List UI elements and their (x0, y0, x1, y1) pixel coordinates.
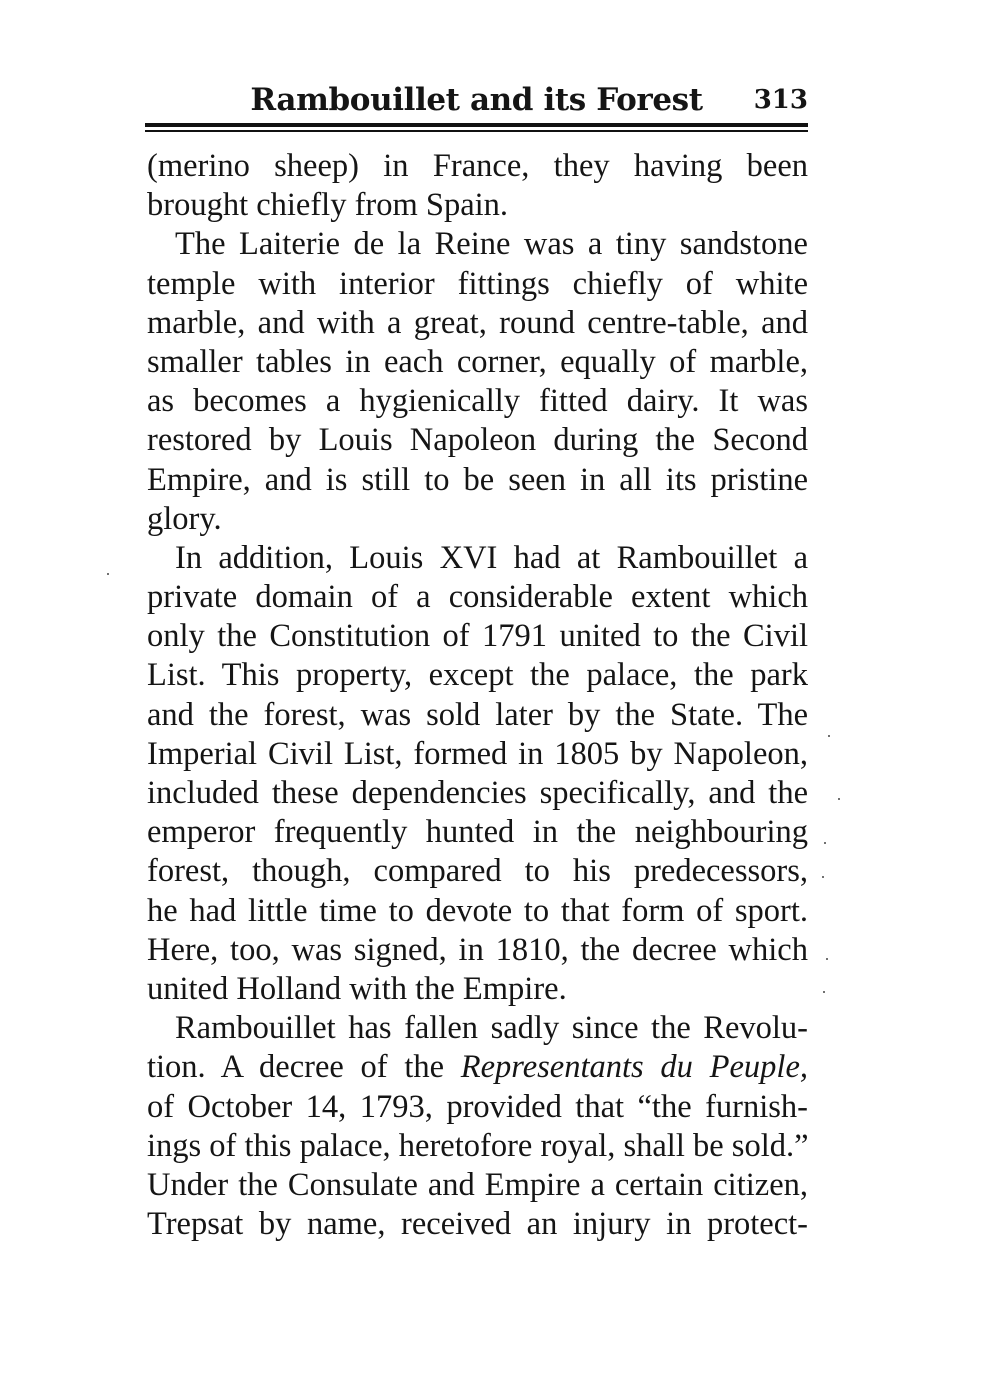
scan-speck (822, 876, 824, 878)
running-title: Rambouillet and its Forest (250, 82, 703, 118)
text-line: In addition, Louis XVI had at Rambouillet a (175, 539, 808, 576)
text-line: Trepsat by name, received an injury in protect- (147, 1206, 808, 1243)
scan-speck (824, 842, 826, 844)
text-line-mixed (147, 1048, 808, 1087)
text-line: Rambouillet has fallen sadly since the Revolu- (175, 1010, 808, 1047)
text-line: private domain of a considerable extent which (147, 579, 808, 616)
text-line: of October 14, 1793, provided that “the furnish- (147, 1088, 808, 1125)
text-line: as becomes a hygienically fitted dairy. It was (147, 383, 808, 420)
header-rule-thick (145, 123, 808, 127)
text-line: forest, though, compared to his predecessors, (147, 853, 808, 890)
text-line: smaller tables in each corner, equally of marble, (147, 343, 808, 380)
italic-title: Representants du Peuple, (460, 1049, 809, 1086)
text-line: The Laiterie de la Reine was a tiny sandstone (175, 226, 808, 263)
scan-speck (107, 573, 109, 575)
running-head (145, 78, 808, 124)
text-line: Here, too, was signed, in 1810, the decree which (147, 931, 808, 968)
text-line: united Holland with the Empire. (147, 970, 567, 1007)
scan-speck (828, 735, 830, 737)
text-line: List. This property, except the palace, the park (147, 657, 808, 694)
text-line: he had little time to devote to that form of sport. (147, 892, 808, 929)
text-line: brought chiefly from Spain. (147, 187, 509, 224)
text-line: temple with interior fittings chiefly of white (147, 265, 808, 302)
page-number: 313 (753, 85, 808, 115)
text-line: ings of this palace, heretofore royal, shall be sold.” (147, 1127, 809, 1164)
text-line: restored by Louis Napoleon during the Second (147, 422, 808, 459)
scan-speck (838, 798, 840, 800)
text-fragment: tion. A decree of the (147, 1049, 445, 1086)
text-line: emperor frequently hunted in the neighbouring (147, 814, 808, 851)
text-line: included these dependencies specifically, and the (147, 775, 808, 811)
text-line: (merino sheep) in France, they having been (147, 148, 808, 184)
body-text (147, 147, 808, 1244)
text-line: Imperial Civil List, formed in 1805 by Napoleon, (147, 735, 808, 772)
text-line: and the forest, was sold later by the State. The (147, 696, 808, 733)
text-line: only the Constitution of 1791 united to the Civil (147, 618, 808, 655)
text-line: Empire, and is still to be seen in all its pristine (147, 461, 808, 498)
scan-speck (823, 991, 825, 993)
text-line: glory. (147, 500, 222, 537)
text-line: marble, and with a great, round centre-table, and (147, 304, 808, 341)
scan-speck (826, 958, 828, 960)
header-rule-thin (145, 130, 808, 132)
text-line: Under the Consulate and Empire a certain citizen, (147, 1166, 808, 1203)
